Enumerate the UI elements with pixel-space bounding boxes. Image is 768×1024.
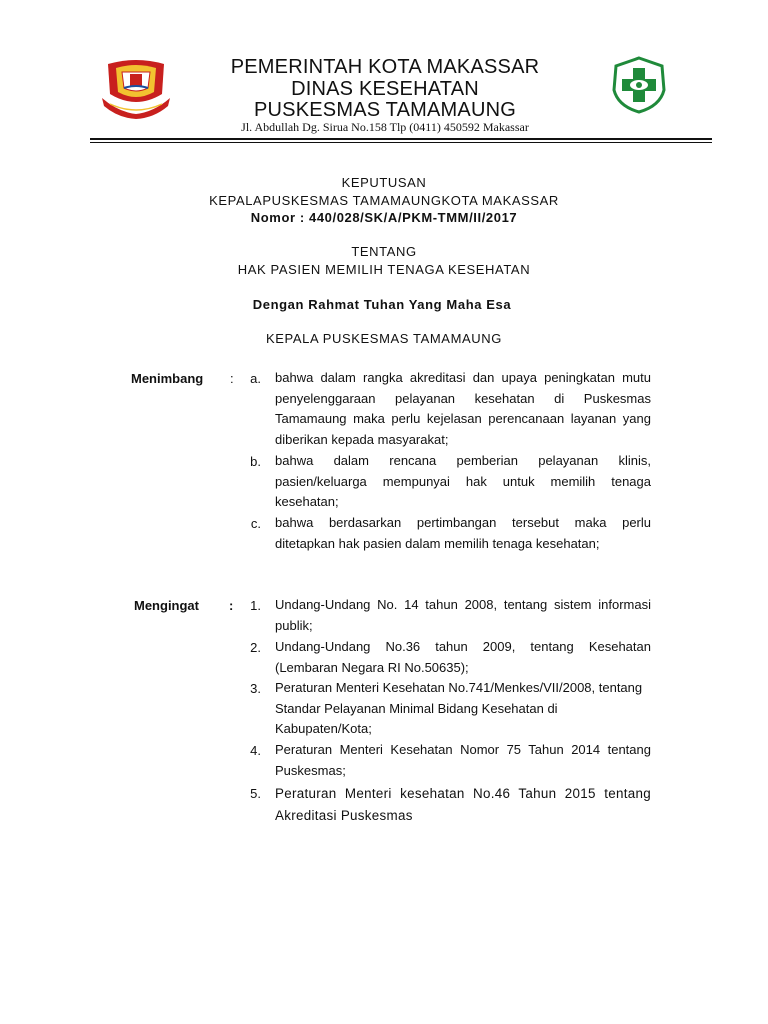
list-item-marker: b.: [250, 454, 261, 469]
header-rule-thick: [90, 138, 712, 140]
header-rule-thin: [90, 142, 712, 143]
list-item: bahwa dalam rencana pemberian pelayanan klinis, pasien/keluarga mempunyai hak untuk memilih tenaga kesehatan;: [275, 453, 651, 510]
doc-subject: HAK PASIEN MEMILIH TENAGA KESEHATAN: [237, 262, 531, 277]
list-item-marker: 4.: [250, 743, 261, 758]
about-label: TENTANG: [351, 244, 417, 259]
puskesmas-cross-emblem: [610, 56, 668, 114]
menimbang-colon: :: [230, 371, 234, 386]
header-puskesmas: PUSKESMAS TAMAMAUNG: [254, 99, 516, 121]
list-item: Peraturan Menteri kesehatan No.46 Tahun 2015 tentang Akreditasi Puskesmas: [275, 786, 651, 823]
list-item-marker: 3.: [250, 681, 261, 696]
doc-issuer: KEPALAPUSKESMAS TAMAMAUNGKOTA MAKASSAR: [209, 193, 559, 208]
header-government: PEMERINTAH KOTA MAKASSAR: [230, 56, 540, 78]
menimbang-label: Menimbang: [131, 371, 204, 386]
list-item-marker: 5.: [250, 786, 261, 801]
mengingat-label: Mengingat: [134, 598, 199, 613]
makassar-city-emblem: [100, 54, 172, 120]
list-item: bahwa berdasarkan pertimbangan tersebut maka perlu ditetapkan hak pasien dalam memilih tenaga kesehatan;: [275, 515, 651, 551]
list-item-marker: 1.: [250, 598, 261, 613]
doc-type: KEPUTUSAN: [341, 175, 427, 190]
list-item-marker: c.: [250, 516, 261, 531]
blessing-line: Dengan Rahmat Tuhan Yang Maha Esa: [252, 297, 512, 312]
mengingat-colon: :: [229, 598, 234, 613]
list-item: Peraturan Menteri Kesehatan No.741/Menkes/VII/2008, tentang Standar Pelayanan Minimal Bidang Kesehatan di Kabupaten/Kota;: [275, 680, 643, 737]
list-item: Undang-Undang No.36 tahun 2009, tentang Kesehatan (Lembaran Negara RI No.50635);: [275, 639, 651, 675]
list-item: Undang-Undang No. 14 tahun 2008, tentang sistem informasi publik;: [275, 597, 651, 633]
list-item-marker: 2.: [250, 640, 261, 655]
header-address: Jl. Abdullah Dg. Sirua No.158 Tlp (0411) 450592 Makassar: [241, 120, 529, 134]
list-item: bahwa dalam rangka akreditasi dan upaya peningkatan mutu penyelenggaraan pelayanan kesehatan di Puskesmas Tamamaung maka perlu kejelasan perencanaan layanan yang diberikan kepada masyarakat;: [275, 370, 651, 447]
list-item-marker: a.: [250, 371, 261, 386]
head-title: KEPALA PUSKESMAS TAMAMAUNG: [266, 331, 502, 346]
doc-number: Nomor : 440/028/SK/A/PKM-TMM/II/2017: [250, 210, 518, 225]
list-item: Peraturan Menteri Kesehatan Nomor 75 Tahun 2014 tentang Puskesmas;: [275, 742, 651, 778]
header-department: DINAS KESEHATAN: [291, 78, 479, 100]
